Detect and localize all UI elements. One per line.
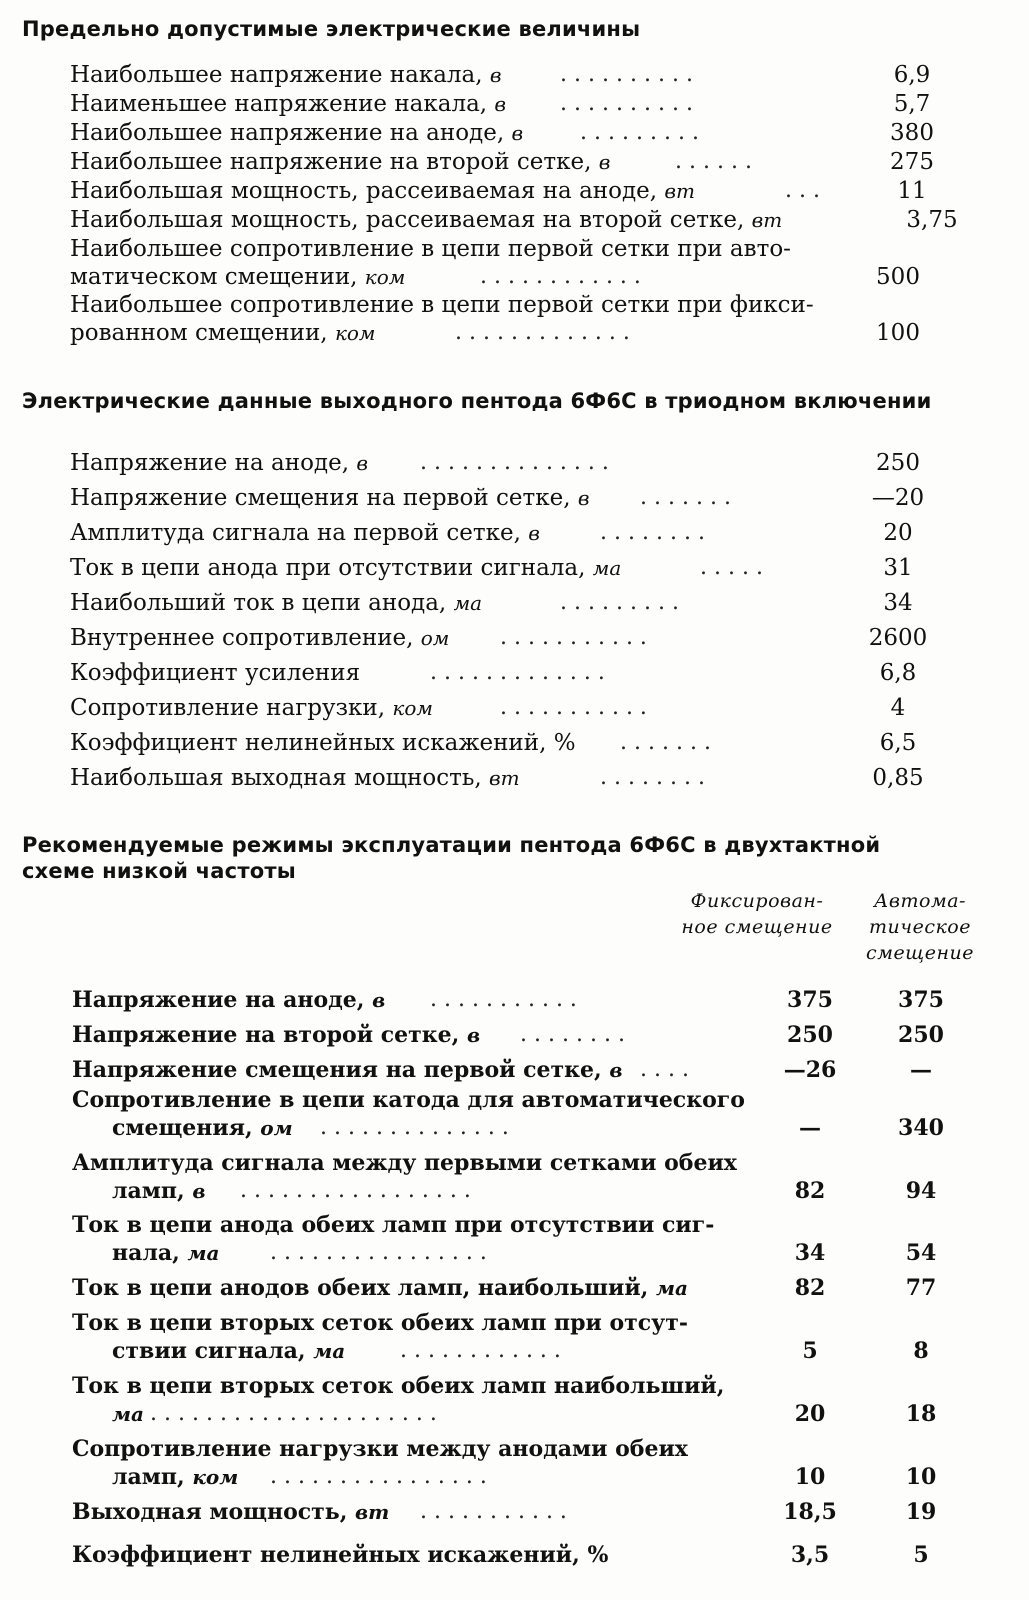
section1-title: Предельно допустимые электрические величины [22, 17, 641, 41]
row-value-auto: 19 [905, 1499, 937, 1525]
row-value-auto: — [910, 1057, 932, 1083]
row-value-auto: 18 [905, 1401, 937, 1427]
row-value: 500 [876, 264, 920, 290]
row-value-fixed: 5 [802, 1338, 818, 1364]
row-value-fixed: 250 [787, 1022, 833, 1048]
row-label: смещения, ом [112, 1115, 293, 1141]
row-value: 6,5 [879, 730, 917, 756]
row-value-fixed: 10 [794, 1464, 826, 1490]
row-label: Наибольший ток в цепи анода, ма [70, 590, 483, 616]
row-label: Ток в цепи вторых сеток обеих ламп при отсут- [72, 1310, 688, 1336]
row-value-auto: 94 [905, 1178, 937, 1204]
row-value-auto: 8 [913, 1338, 929, 1364]
row-label: Напряжение на второй сетке, в [72, 1022, 481, 1048]
row-label: Сопротивление нагрузки между анодами обеих [72, 1436, 688, 1462]
row-value-auto: 77 [905, 1275, 937, 1301]
row-value-fixed: — [799, 1115, 821, 1141]
row-label: Наибольшая мощность, рассеиваемая на аноде, вт [70, 178, 695, 204]
row-label: Наибольшее сопротивление в цепи первой сетки при фикси- [70, 292, 814, 318]
row-value: 250 [876, 450, 920, 476]
row-value: 11 [897, 178, 927, 204]
row-value-auto: 10 [905, 1464, 937, 1490]
row-label: Внутреннее сопротивление, ом [70, 625, 450, 651]
section3-title: Рекомендуемые режимы эксплуатации пентода 6Ф6С в двухтактной [22, 833, 881, 857]
section3-title-line2: схеме низкой частоты [22, 859, 296, 883]
row-value: 4 [890, 695, 906, 721]
row-label: нала, ма [112, 1240, 220, 1266]
row-label: Напряжение на аноде, в [72, 987, 386, 1013]
row-label: Напряжение на аноде, в [70, 450, 368, 476]
row-label: Коэффициент усиления [70, 660, 361, 686]
row-value-fixed: 82 [794, 1275, 826, 1301]
row-value: 275 [890, 149, 934, 175]
row-value-auto: 340 [898, 1115, 944, 1141]
row-label: Ток в цепи вторых сеток обеих ламп наибольший, [72, 1373, 725, 1399]
row-label: Сопротивление в цепи катода для автоматического [72, 1087, 745, 1113]
row-value: 6,8 [879, 660, 917, 686]
row-label: матическом смещении, ком [70, 264, 406, 290]
row-value-fixed: 82 [794, 1178, 826, 1204]
row-value: 380 [890, 120, 934, 146]
row-value-fixed: —26 [783, 1057, 837, 1083]
row-label: Сопротивление нагрузки, ком [70, 695, 433, 721]
row-label: Ток в цепи анода обеих ламп при отсутствии сиг- [72, 1212, 715, 1238]
section2-title: Электрические данные выходного пентода 6Ф6С в триодном включении [22, 389, 932, 413]
row-value-fixed: 3,5 [790, 1542, 830, 1568]
row-label: Напряжение смещения на первой сетке, в [70, 485, 590, 511]
row-value: 31 [883, 555, 913, 581]
row-value-auto: 250 [898, 1022, 944, 1048]
row-value: 3,75 [906, 207, 958, 233]
row-value: 20 [883, 520, 913, 546]
row-value-fixed: 18,5 [783, 1499, 837, 1525]
column-header-fixed: Фиксирован- ное смещение [681, 890, 833, 938]
row-value-auto: 5 [913, 1542, 929, 1568]
row-label: Амплитуда сигнала между первыми сетками обеих [72, 1150, 737, 1176]
row-label: Коэффициент нелинейных искажений, % [72, 1542, 609, 1568]
row-value-fixed: 375 [787, 987, 833, 1013]
row-label: Наибольшее напряжение на второй сетке, в [70, 149, 611, 175]
row-label: ма [112, 1402, 144, 1426]
row-label: Наибольшее напряжение накала, в [70, 62, 502, 88]
row-label: Наибольшее сопротивление в цепи первой сетки при авто- [70, 236, 791, 262]
row-label: Напряжение смещения на первой сетке, в [72, 1057, 623, 1083]
row-value: 5,7 [893, 91, 931, 117]
row-value: 2600 [868, 625, 928, 651]
row-label: Наибольшая выходная мощность, вт [70, 765, 520, 791]
column-header-auto: Автома- тическое смещение [866, 890, 974, 964]
row-value-fixed: 20 [794, 1401, 826, 1427]
row-value-auto: 375 [898, 987, 944, 1013]
row-value: —20 [871, 485, 925, 511]
row-label: Амплитуда сигнала на первой сетке, в [70, 520, 540, 546]
row-label: ламп, в [112, 1178, 206, 1204]
row-value: 34 [883, 590, 913, 616]
row-label: Коэффициент нелинейных искажений, % [70, 730, 576, 756]
row-value-fixed: 34 [794, 1240, 826, 1266]
row-label: Наибольшее напряжение на аноде, в [70, 120, 524, 146]
row-value: 6,9 [893, 62, 931, 88]
row-label: Выходная мощность, вт [72, 1499, 390, 1525]
row-label: ламп, ком [112, 1464, 239, 1490]
row-label: Наименьшее напряжение накала, в [70, 91, 507, 117]
row-label: Ток в цепи анода при отсутствии сигнала, ма [70, 555, 622, 581]
row-label: рованном смещении, ком [70, 320, 376, 346]
row-value: 0,85 [872, 765, 924, 791]
row-label: Ток в цепи анодов обеих ламп, наибольший, ма [72, 1275, 688, 1301]
row-value: 100 [876, 320, 920, 346]
row-label: Наибольшая мощность, рассеиваемая на второй сетке, вт [70, 207, 783, 233]
row-label: ствии сигнала, ма [112, 1338, 346, 1364]
row-value-auto: 54 [905, 1240, 937, 1266]
